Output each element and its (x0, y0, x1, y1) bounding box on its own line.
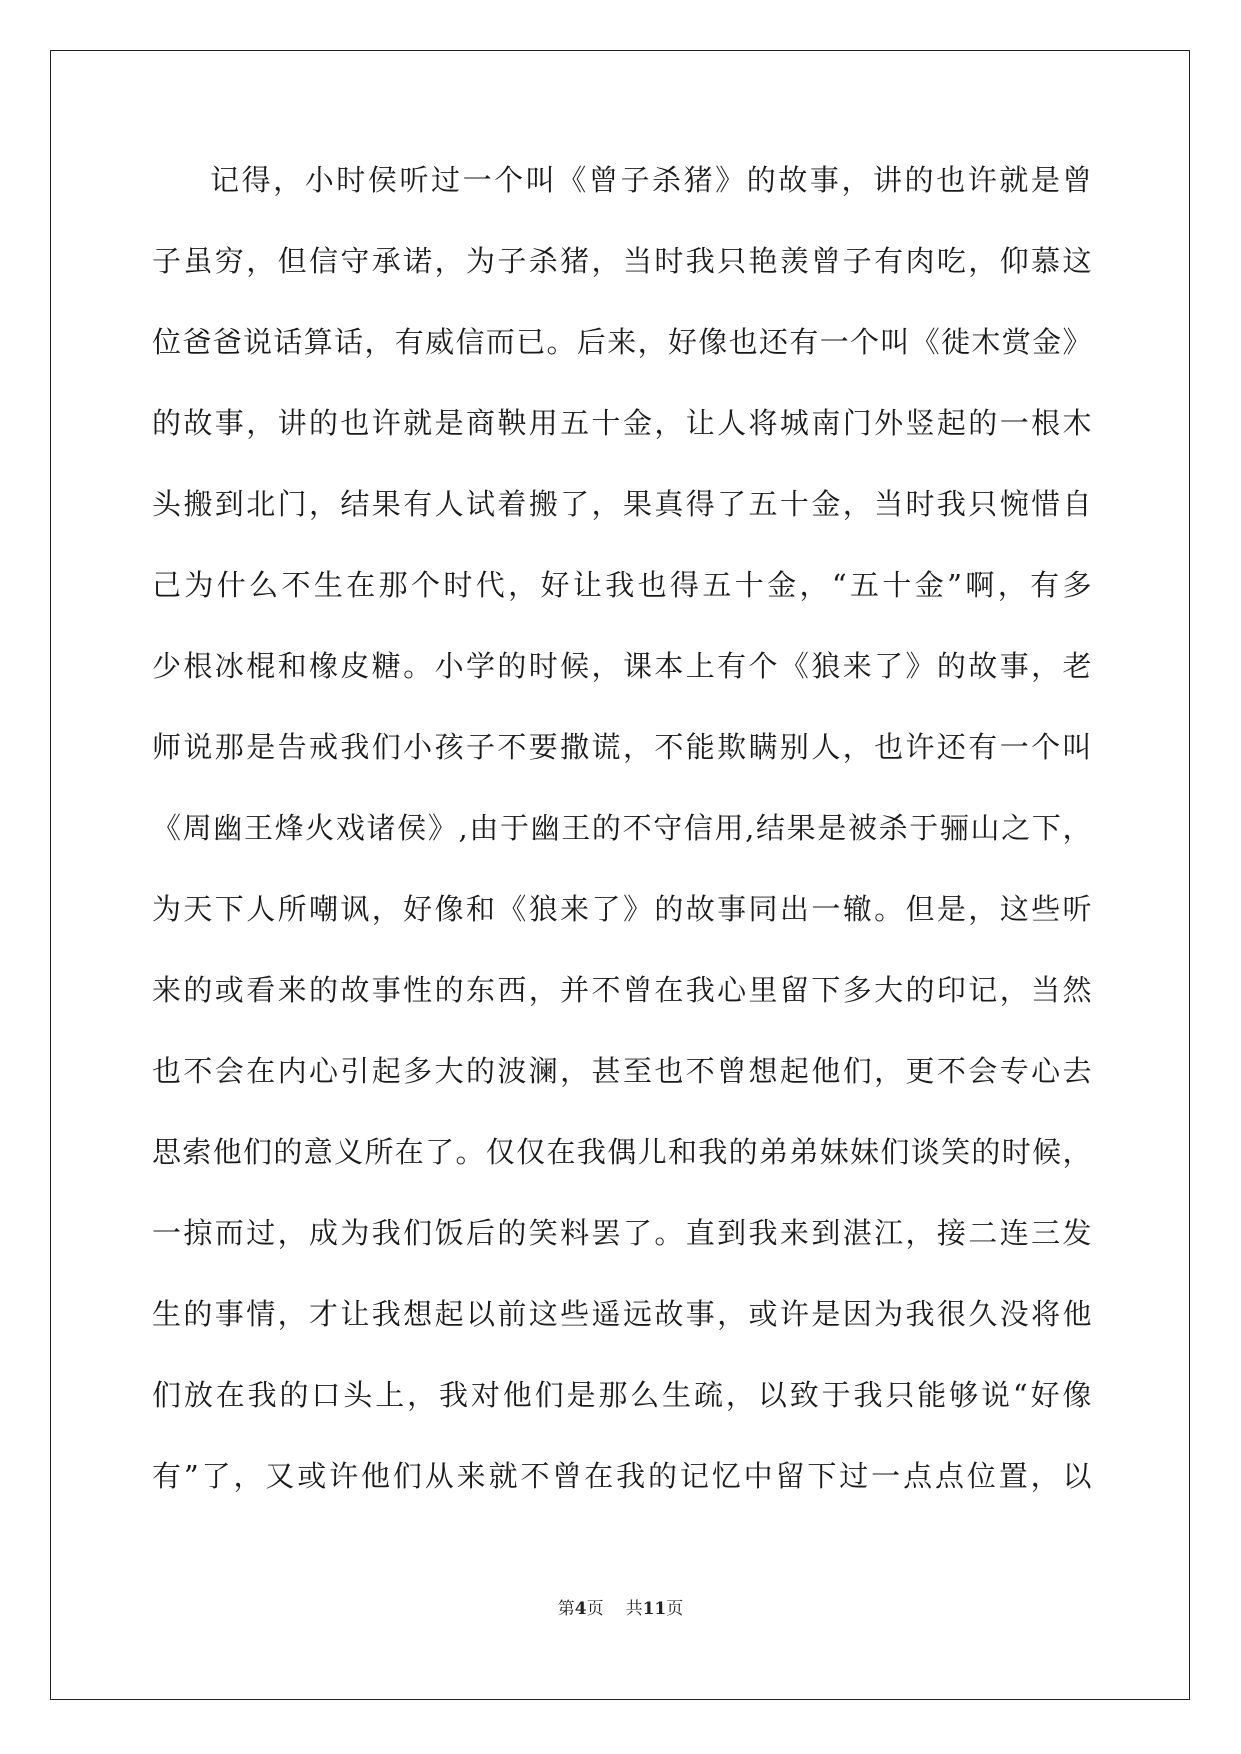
text-line: 记得，小时侯听过一个叫《曾子杀猪》的故事，讲的也许就是曾 (210, 163, 1092, 197)
text-line: 也不会在内心引起多大的波澜，甚至也不曾想起他们，更不会专心去 (152, 1054, 1092, 1088)
text-line: 少根冰棍和橡皮糖。小学的时候，课本上有个《狼来了》的故事，老 (152, 649, 1092, 683)
text-line: 的故事，讲的也许就是商鞅用五十金，让人将城南门外竖起的一根木 (152, 406, 1092, 440)
total-pages: 11 (642, 1599, 667, 1619)
document-body (152, 160, 1092, 1537)
text-line: 思索他们的意义所在了。仅仅在我偶儿和我的弟弟妹妹们谈笑的时候， (152, 1135, 1092, 1169)
text-line: 师说那是告戒我们小孩子不要撒谎，不能欺瞒别人，也许还有一个叫 (152, 730, 1092, 764)
page-number: 4 (574, 1599, 587, 1619)
page-suffix: 页 (586, 1599, 604, 1619)
text-line: 己为什么不生在那个时代，好让我也得五十金，“五十金”啊，有多 (152, 568, 1092, 602)
text-line: 头搬到北门，结果有人试着搬了，果真得了五十金，当时我只惋惜自 (152, 487, 1092, 521)
text-line: 们放在我的口头上，我对他们是那么生疏，以致于我只能够说“好像 (152, 1378, 1092, 1412)
total-suffix: 页 (666, 1599, 684, 1619)
text-line: 一掠而过，成为我们饭后的笑料罢了。直到我来到湛江，接二连三发 (152, 1216, 1092, 1250)
total-prefix: 共 (625, 1599, 643, 1619)
text-line: 位爸爸说话算话，有威信而已。后来，好像也还有一个叫《徙木赏金》 (152, 325, 1092, 359)
text-line: 来的或看来的故事性的东西，并不曾在我心里留下多大的印记，当然 (152, 973, 1092, 1007)
text-line: 为天下人所嘲讽，好像和《狼来了》的故事同出一辙。但是，这些听 (152, 892, 1092, 926)
page-footer (0, 1594, 1241, 1619)
text-line: 生的事情，才让我想起以前这些遥远故事，或许是因为我很久没将他 (152, 1297, 1092, 1331)
text-line: 有”了，又或许他们从来就不曾在我的记忆中留下过一点点位置，以 (152, 1459, 1092, 1493)
text-line: 《周幽王烽火戏诸侯》,由于幽王的不守信用,结果是被杀于骊山之下， (152, 811, 1092, 845)
text-line: 子虽穷，但信守承诺，为子杀猪，当时我只艳羡曾子有肉吃，仰慕这 (152, 244, 1092, 278)
page-prefix: 第 (557, 1599, 575, 1619)
